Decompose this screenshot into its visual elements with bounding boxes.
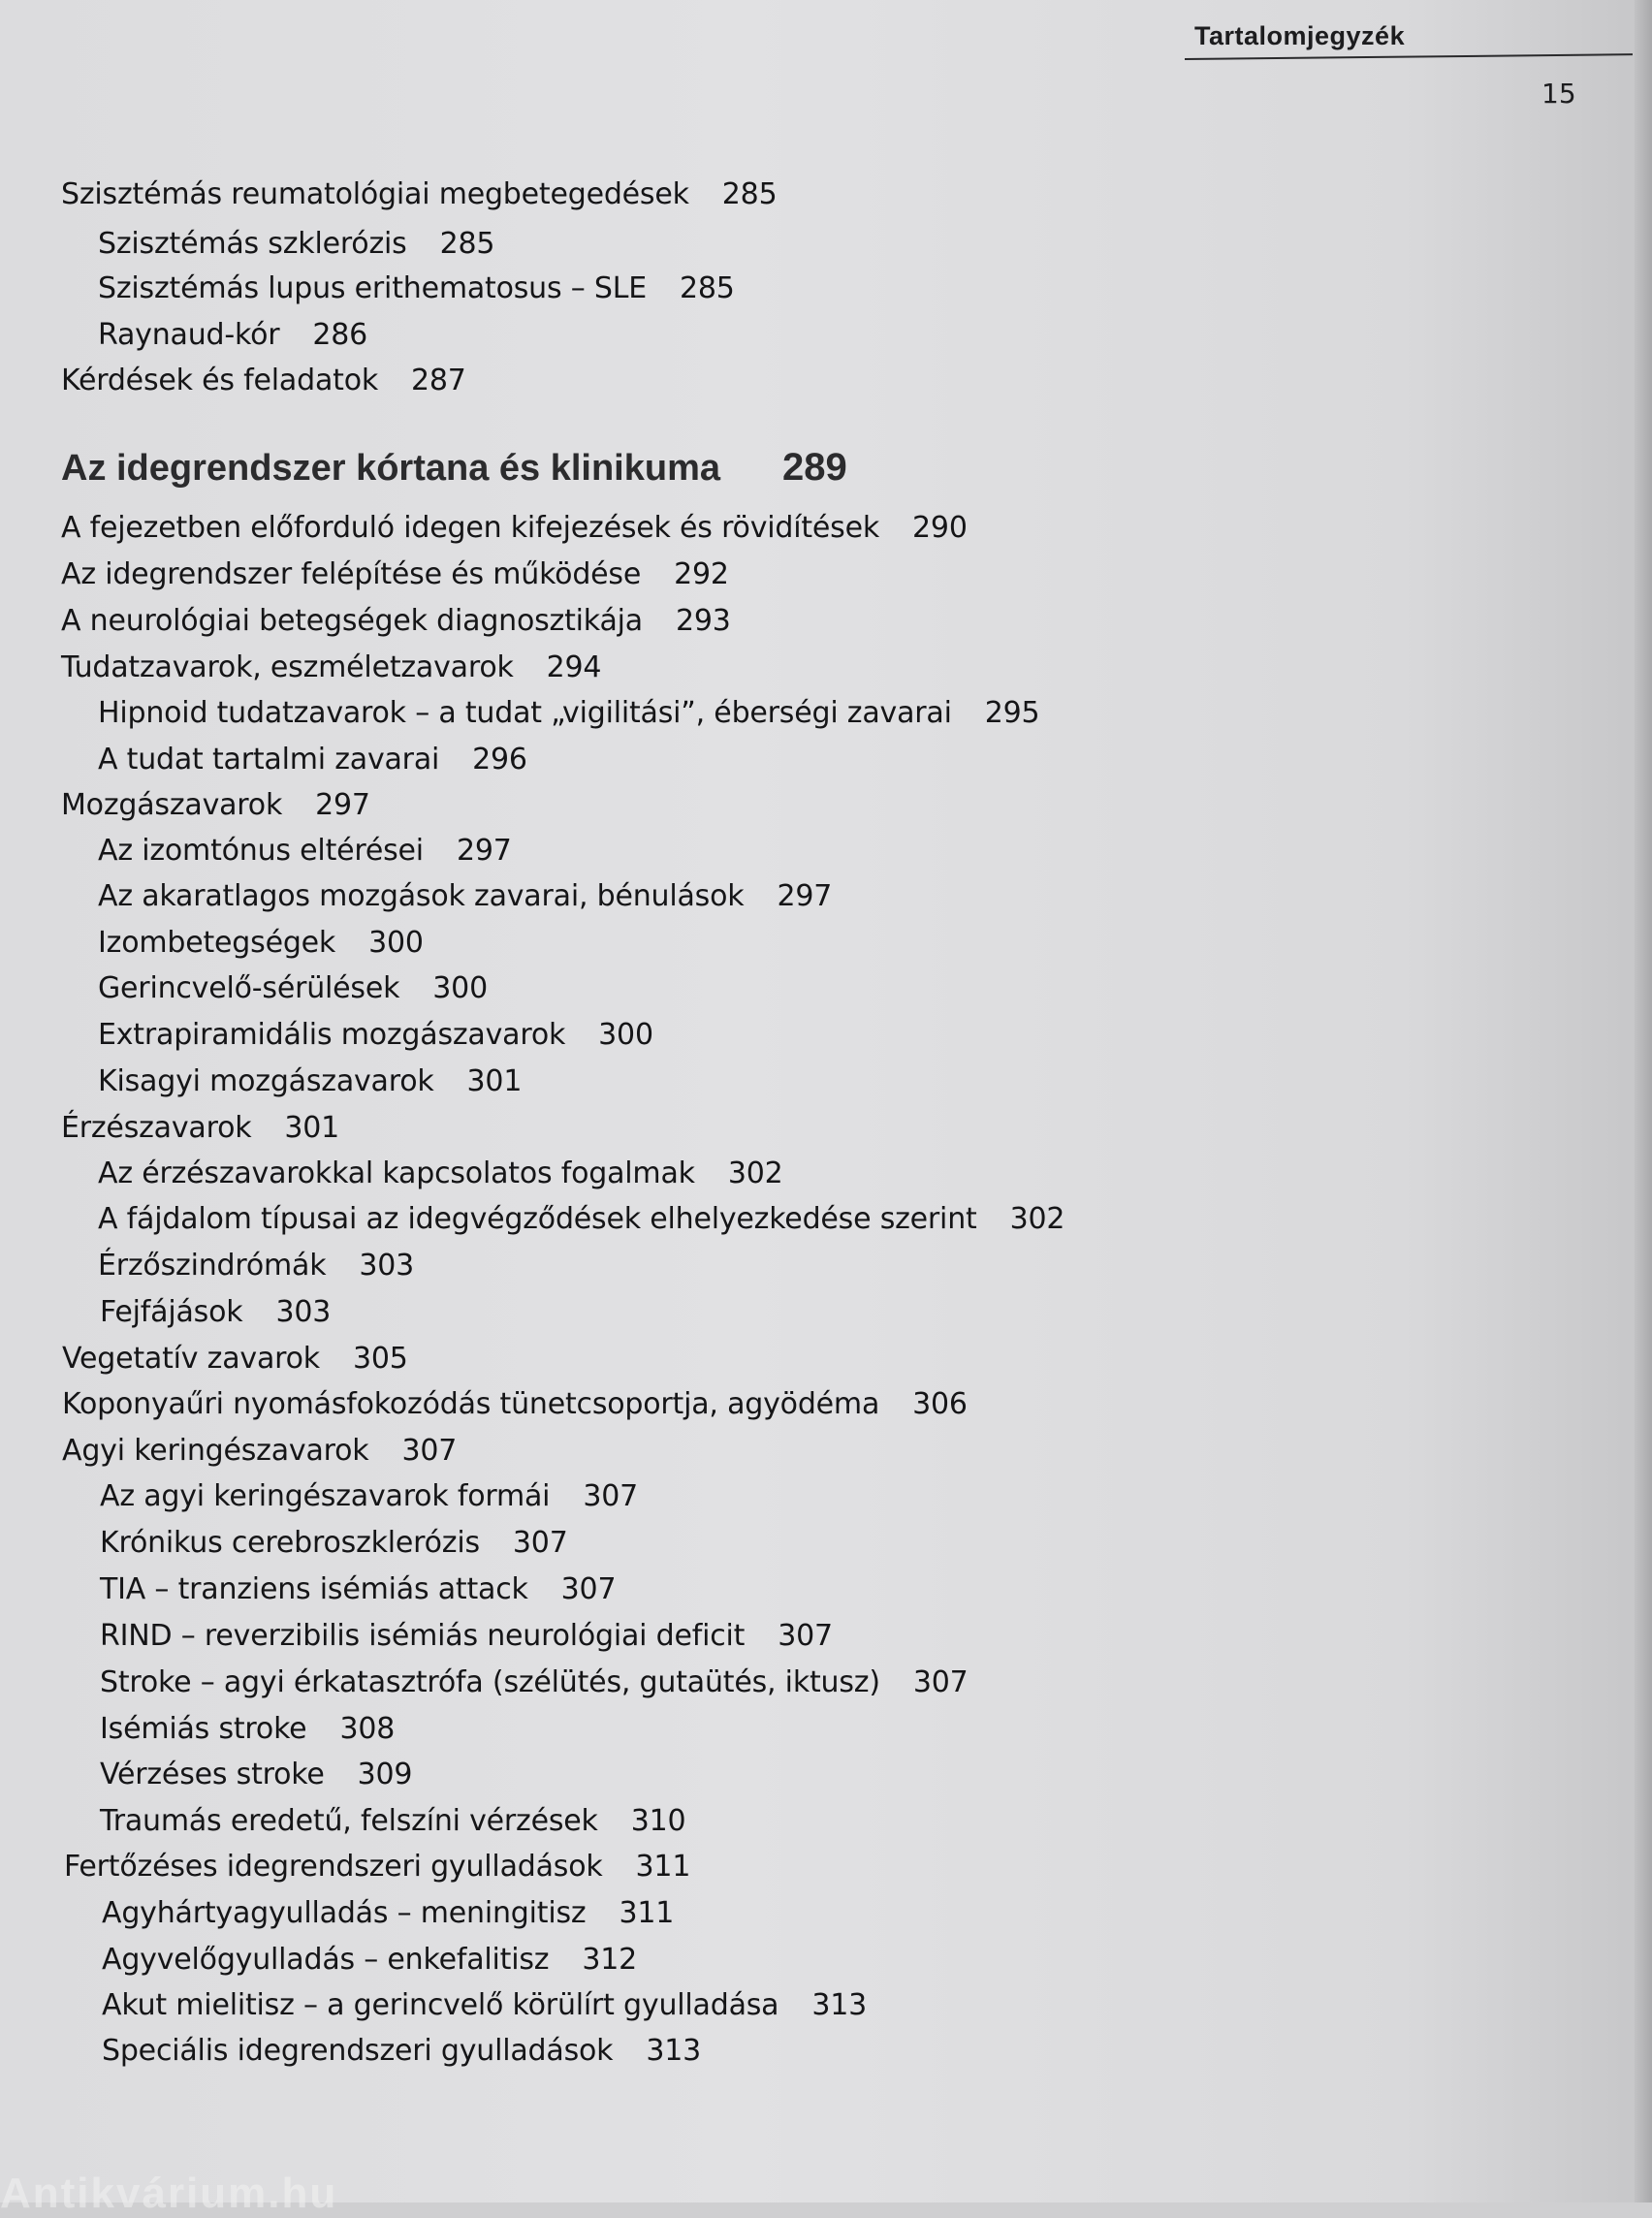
toc-entry: Raynaud-kór 286 (98, 318, 368, 352)
toc-entry: Koponyaűri nyomásfokozódás tünetcsoportja, agyödéma 306 (62, 1387, 968, 1421)
toc-entry: Szisztémás reumatológiai megbetegedések 285 (61, 177, 778, 211)
toc-entry: Érzészavarok 301 (61, 1111, 340, 1145)
toc-entry: Az idegrendszer felépítése és működése 292 (61, 557, 729, 591)
toc-entry: Az izomtónus eltérései 297 (98, 834, 512, 868)
toc-entry: Az érzészavarokkal kapcsolatos fogalmak 302 (98, 1157, 783, 1190)
page-edge (1635, 0, 1652, 2202)
page-number: 15 (1541, 78, 1576, 110)
toc-entry: Érzőszindrómák 303 (98, 1249, 415, 1283)
toc-entry: RIND – reverzibilis isémiás neurológiai deficit 307 (100, 1619, 833, 1653)
toc-entry: Az akaratlagos mozgások zavarai, bénulások 297 (98, 879, 833, 913)
toc-entry: Stroke – agyi érkatasztrófa (szélütés, gutaütés, iktusz) 307 (100, 1665, 969, 1699)
toc-entry: Kisagyi mozgászavarok 301 (98, 1064, 523, 1098)
toc-entry: TIA – tranziens isémiás attack 307 (100, 1572, 617, 1606)
header-rule (1185, 53, 1633, 60)
toc-entry: Tudatzavarok, eszméletzavarok 294 (61, 650, 602, 684)
toc-entry: Akut mielitisz – a gerincvelő körülírt gyulladása 313 (102, 1988, 868, 2022)
toc-entry: Hipnoid tudatzavarok – a tudat „vigilitási”, éberségi zavarai 295 (98, 696, 1040, 730)
toc-entry: Szisztémás lupus erithematosus – SLE 285 (98, 271, 735, 305)
toc-entry: Fertőzéses idegrendszeri gyulladások 311 (64, 1850, 691, 1884)
chapter-heading: Az idegrendszer kórtana és klinikuma 289 (61, 446, 847, 489)
toc-entry: Gerincvelő-sérülések 300 (98, 971, 488, 1005)
watermark: Antikvárium.hu (0, 2170, 338, 2217)
toc-entry: Extrapiramidális mozgászavarok 300 (98, 1018, 653, 1052)
toc-entry: Agyvelőgyulladás – enkefalitisz 312 (102, 1943, 638, 1977)
toc-entry: Fejfájások 303 (100, 1295, 332, 1329)
toc-entry: Vérzéses stroke 309 (100, 1758, 413, 1791)
toc-entry: Speciális idegrendszeri gyulladások 313 (102, 2034, 702, 2068)
toc-entry: Izombetegségek 300 (98, 926, 424, 960)
toc-entry: Szisztémás szklerózis 285 (98, 227, 495, 261)
toc-entry: A tudat tartalmi zavarai 296 (98, 743, 527, 776)
toc-entry: Isémiás stroke 308 (100, 1712, 396, 1746)
toc-entry: Krónikus cerebroszklerózis 307 (100, 1526, 568, 1560)
toc-entry: Az agyi keringészavarok formái 307 (100, 1479, 638, 1513)
show-through-text (737, 165, 1474, 1541)
toc-entry: Mozgászavarok 297 (61, 788, 370, 822)
toc-entry: Vegetatív zavarok 305 (62, 1342, 408, 1376)
toc-entry: Agyi keringészavarok 307 (62, 1434, 458, 1468)
toc-entry: A fejezetben előforduló idegen kifejezések és rövidítések 290 (61, 511, 968, 545)
toc-entry: A fájdalom típusai az idegvégződések elhelyezkedése szerint 302 (98, 1202, 1065, 1236)
toc-entry: Agyhártyagyulladás – meningitisz 311 (102, 1896, 675, 1930)
running-header: Tartalomjegyzék (1194, 21, 1406, 50)
toc-entry: A neurológiai betegségek diagnosztikája 293 (61, 604, 731, 638)
toc-entry: Kérdések és feladatok 287 (61, 364, 466, 397)
toc-entry: Traumás eredetű, felszíni vérzések 310 (100, 1804, 686, 1838)
